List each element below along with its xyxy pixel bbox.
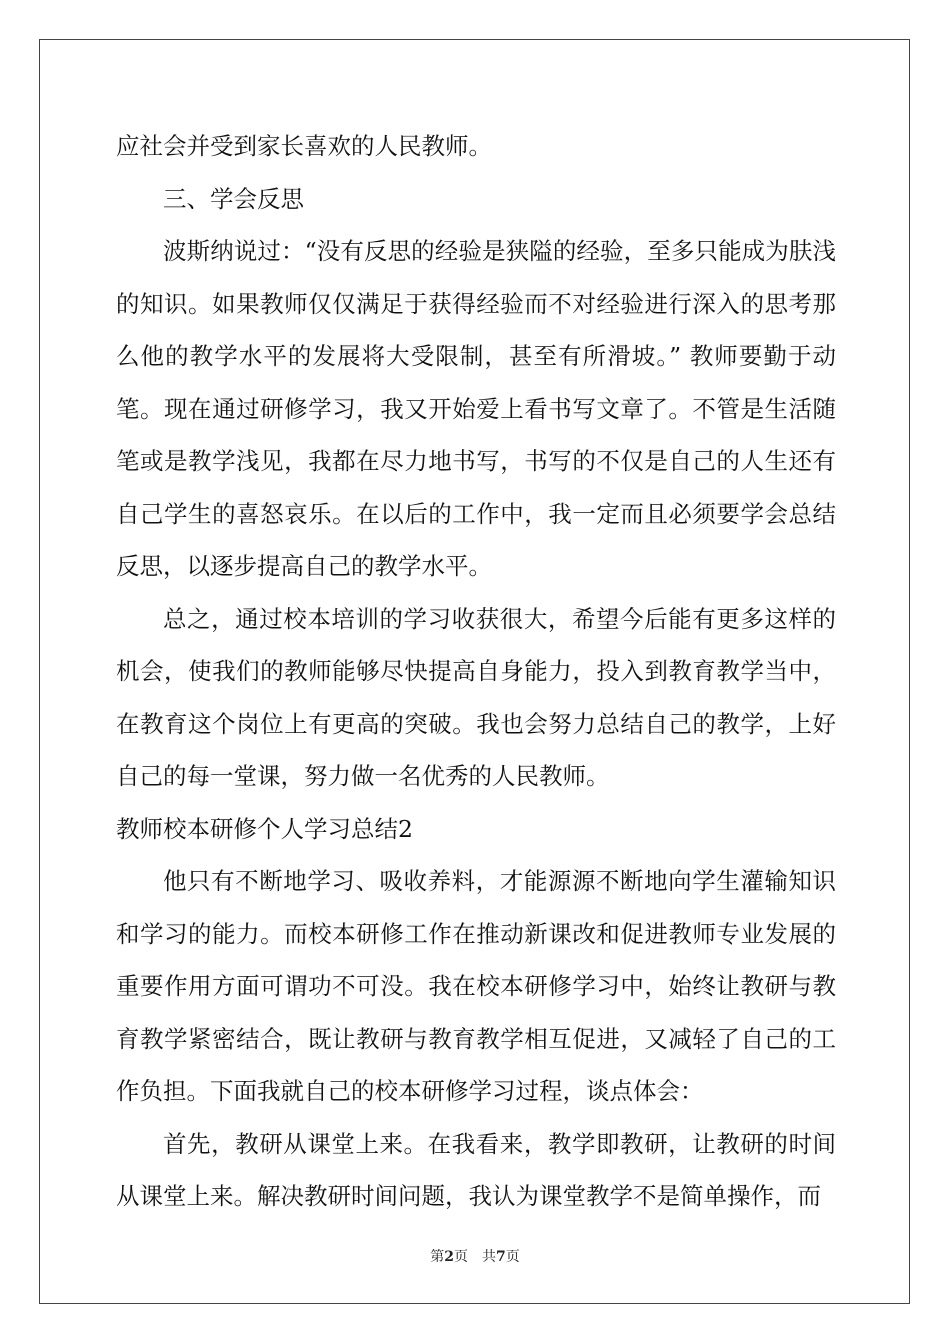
paragraph: 首先，教研从课堂上来。在我看来，教学即教研，让教研的时间从课堂上来。解决教研时间问题，我认为课堂教学不是简单操作，而: [116, 1129, 836, 1210]
page-footer: 第2页 共7页: [430, 1249, 520, 1265]
article-title: 教师校本研修个人学习总结2: [116, 814, 413, 843]
paragraph: 总之，通过校本培训的学习收获很大，希望今后能有更多这样的机会，使我们的教师能够尽快提高自身能力，投入到教育教学当中，在教育这个岗位上有更高的突破。我也会努力总结自己的教学，上好自己的每一堂课，努力做一名优秀的人民教师。: [116, 604, 836, 790]
paragraph: 应社会并受到家长喜欢的人民教师。: [116, 132, 492, 160]
current-page-number: 2: [444, 1249, 454, 1265]
paragraph: 波斯纳说过：“没有反思的经验是狭隘的经验，至多只能成为肤浅的知识。如果教师仅仅满足于获得经验而不对经验进行深入的思考那么他的教学水平的发展将大受限制，甚至有所滑坡。” 教师要勤于动笔。现在通过研修学习，我又开始爱上看书写文章了。不管是生活随笔或是教学浅见，我都在尽力地书写，书写的不仅是自己的人生还有自己学生的喜怒哀乐。在以后的工作中，我一定而且必须要学会总结反思，以逐步提高自己的教学水平。: [116, 237, 836, 580]
section-heading: 三、学会反思: [163, 184, 304, 213]
document-body: [116, 120, 836, 1223]
total-page-number: 7: [496, 1249, 506, 1265]
paragraph: 他只有不断地学习、吸收养料，才能源源不断地向学生灌输知识和学习的能力。而校本研修工作在推动新课改和促进教师专业发展的重要作用方面可谓功不可没。我在校本研修学习中，始终让教研与教育教学紧密结合，既让教研与教育教学相互促进，又减轻了自己的工作负担。下面我就自己的校本研修学习过程，谈点体会：: [116, 867, 836, 1105]
